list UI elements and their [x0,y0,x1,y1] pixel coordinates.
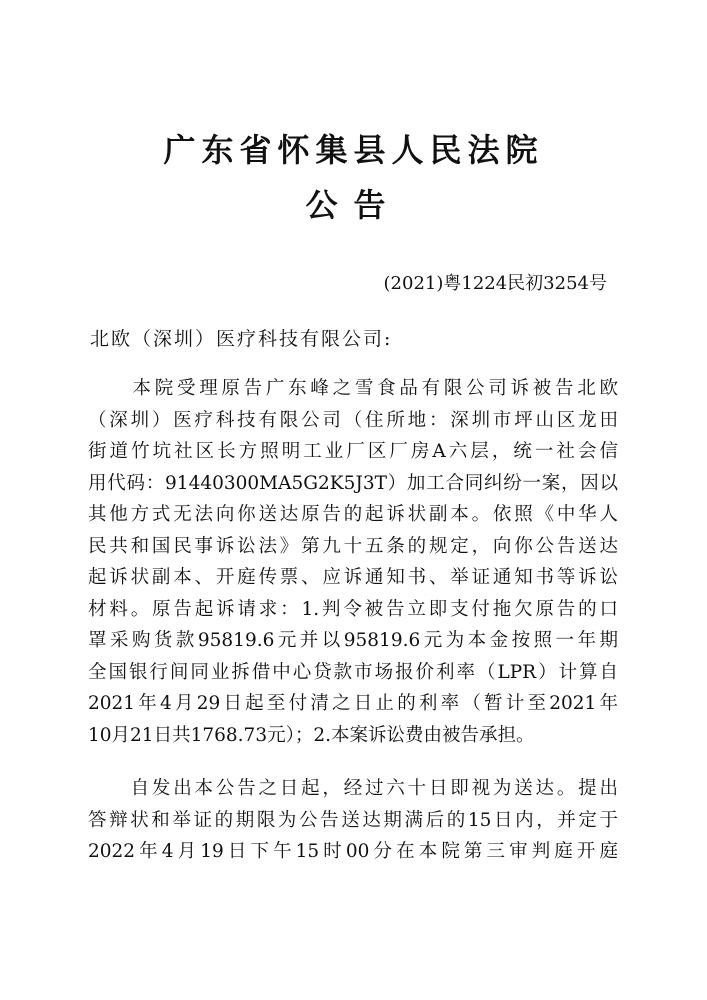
paragraph-line: 材料。原告起诉请求：1.判令被告立即支付拖欠原告的口 [88,598,618,620]
paragraph-line: 本院受理原告广东峰之雪食品有限公司诉被告北欧 [88,378,618,399]
case-number: (2021)粤1224民初3254号 [383,273,607,294]
paragraph-line: 民共和国民事诉讼法》第九十五条的规定，向你公告送达 [88,535,618,557]
paragraph-line: 罩采购货款95819.6元并以95819.6元为本金按照一年期 [88,630,618,651]
paragraph-line: 答辩状和举证的期限为公告送达期满后的15日内，并定于 [88,809,618,831]
paragraph-line: 2021年4月29日起至付清之日止的利率（暂计至2021年 [88,693,618,714]
court-name-title: 广东省怀集县人民法院 [163,131,544,169]
paragraph-line: 2022年4月19日下午15时00分在本院第三审判庭开庭 [88,841,618,862]
paragraph-line: 街道竹坑社区长方照明工业厂区厂房A六层，统一社会信 [88,441,618,462]
notice-paragraph-1 [88,373,618,751]
document-type-title: 公告 [305,186,402,224]
paragraph-line: 起诉状副本、开庭传票、应诉通知书、举证通知书等诉讼 [88,567,618,588]
paragraph-line: （深圳）医疗科技有限公司（住所地：深圳市坪山区龙田 [88,409,618,431]
paragraph-line: 自发出本公告之日起，经过六十日即视为送达。提出 [88,778,618,799]
addressee-line: 北欧（深圳）医疗科技有限公司: [90,328,393,350]
paragraph-line: 10月21日共1768.73元）；2.本案诉讼费由被告承担。 [88,724,535,746]
paragraph-line: 用代码：91440300MA5G2K5J3T）加工合同纠纷一案，因以 [88,472,618,494]
notice-paragraph-2 [88,773,618,868]
paragraph-line: 其他方式无法向你送达原告的起诉状副本。依照《中华人 [88,504,618,525]
paragraph-line: 全国银行间同业拆借中心贷款市场报价利率（LPR）计算自 [88,661,618,683]
